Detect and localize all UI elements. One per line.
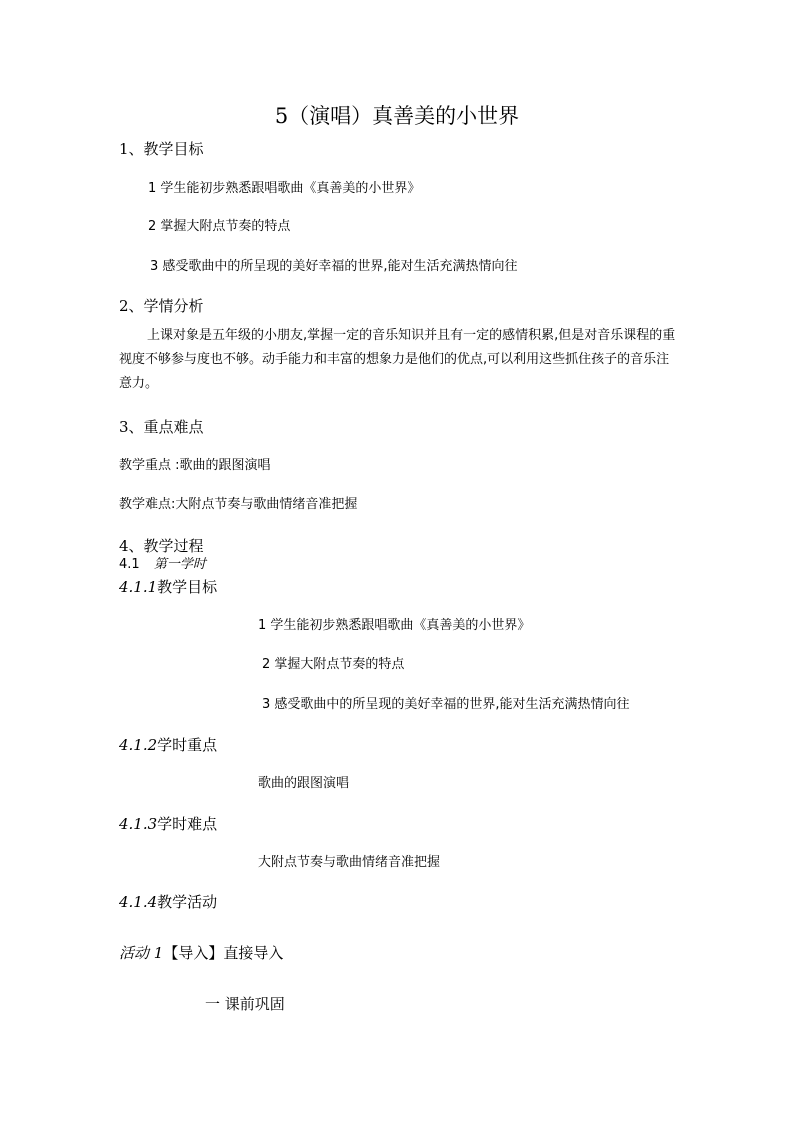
difficulty-detail-text: 大附点节奏与歌曲情绪音准把握 — [258, 855, 441, 870]
activity-1 — [119, 944, 283, 962]
heading-number: 4.1.1 — [119, 578, 158, 596]
objective-item: 2 掌握大附点节奏的特点 — [262, 657, 405, 672]
heading-number: 4.1.3 — [119, 815, 158, 833]
review-item: 一 课前巩固 — [205, 995, 285, 1013]
heading-number: 4.1.4 — [119, 893, 158, 911]
activity-heading — [119, 893, 217, 911]
activity-text: 【导入】直接导入 — [163, 944, 284, 962]
heading-label: 学时难点 — [157, 815, 218, 833]
focus-text: 歌曲的跟图演唱 — [258, 776, 350, 791]
subsection-heading — [119, 557, 206, 573]
section-heading-objectives: 1、教学目标 — [119, 140, 204, 158]
objective-item: 2 掌握大附点节奏的特点 — [148, 219, 291, 234]
section-heading-analysis: 2、学情分析 — [119, 297, 204, 315]
key-point-text: 教学重点 :歌曲的跟图演唱 — [119, 458, 271, 473]
analysis-paragraph: 上课对象是五年级的小朋友,掌握一定的音乐知识并且有一定的感情积累,但是对音乐课程的重视度不够参与度也不够。动手能力和丰富的想象力是他们的优点,可以利用这些抓住孩子的音乐注意力。 — [119, 328, 676, 391]
focus-heading — [119, 736, 217, 754]
heading-number: 4.1.2 — [119, 736, 158, 754]
heading-label: 学时重点 — [157, 736, 218, 754]
objectives-heading — [119, 578, 217, 596]
objective-item: 1 学生能初步熟悉跟唱歌曲《真善美的小世界》 — [148, 181, 421, 196]
page-title: 5（演唱）真善美的小世界 — [274, 104, 520, 128]
difficulty-text: 教学难点:大附点节奏与歌曲情绪音准把握 — [119, 497, 358, 512]
subsection-number: 4.1 — [119, 557, 140, 572]
objective-item: 3 感受歌曲中的所呈现的美好幸福的世界,能对生活充满热情向往 — [150, 259, 518, 274]
heading-label: 教学目标 — [157, 578, 218, 596]
subsection-title: 第一学时 — [153, 557, 206, 572]
section-heading-key-points: 3、重点难点 — [119, 418, 204, 436]
heading-label: 教学活动 — [157, 893, 218, 911]
objective-item: 1 学生能初步熟悉跟唱歌曲《真善美的小世界》 — [258, 618, 531, 633]
section-heading-process: 4、教学过程 — [119, 537, 204, 555]
activity-prefix: 活动 1 — [119, 944, 164, 962]
difficulty-heading — [119, 815, 217, 833]
objective-item: 3 感受歌曲中的所呈现的美好幸福的世界,能对生活充满热情向往 — [262, 697, 630, 712]
